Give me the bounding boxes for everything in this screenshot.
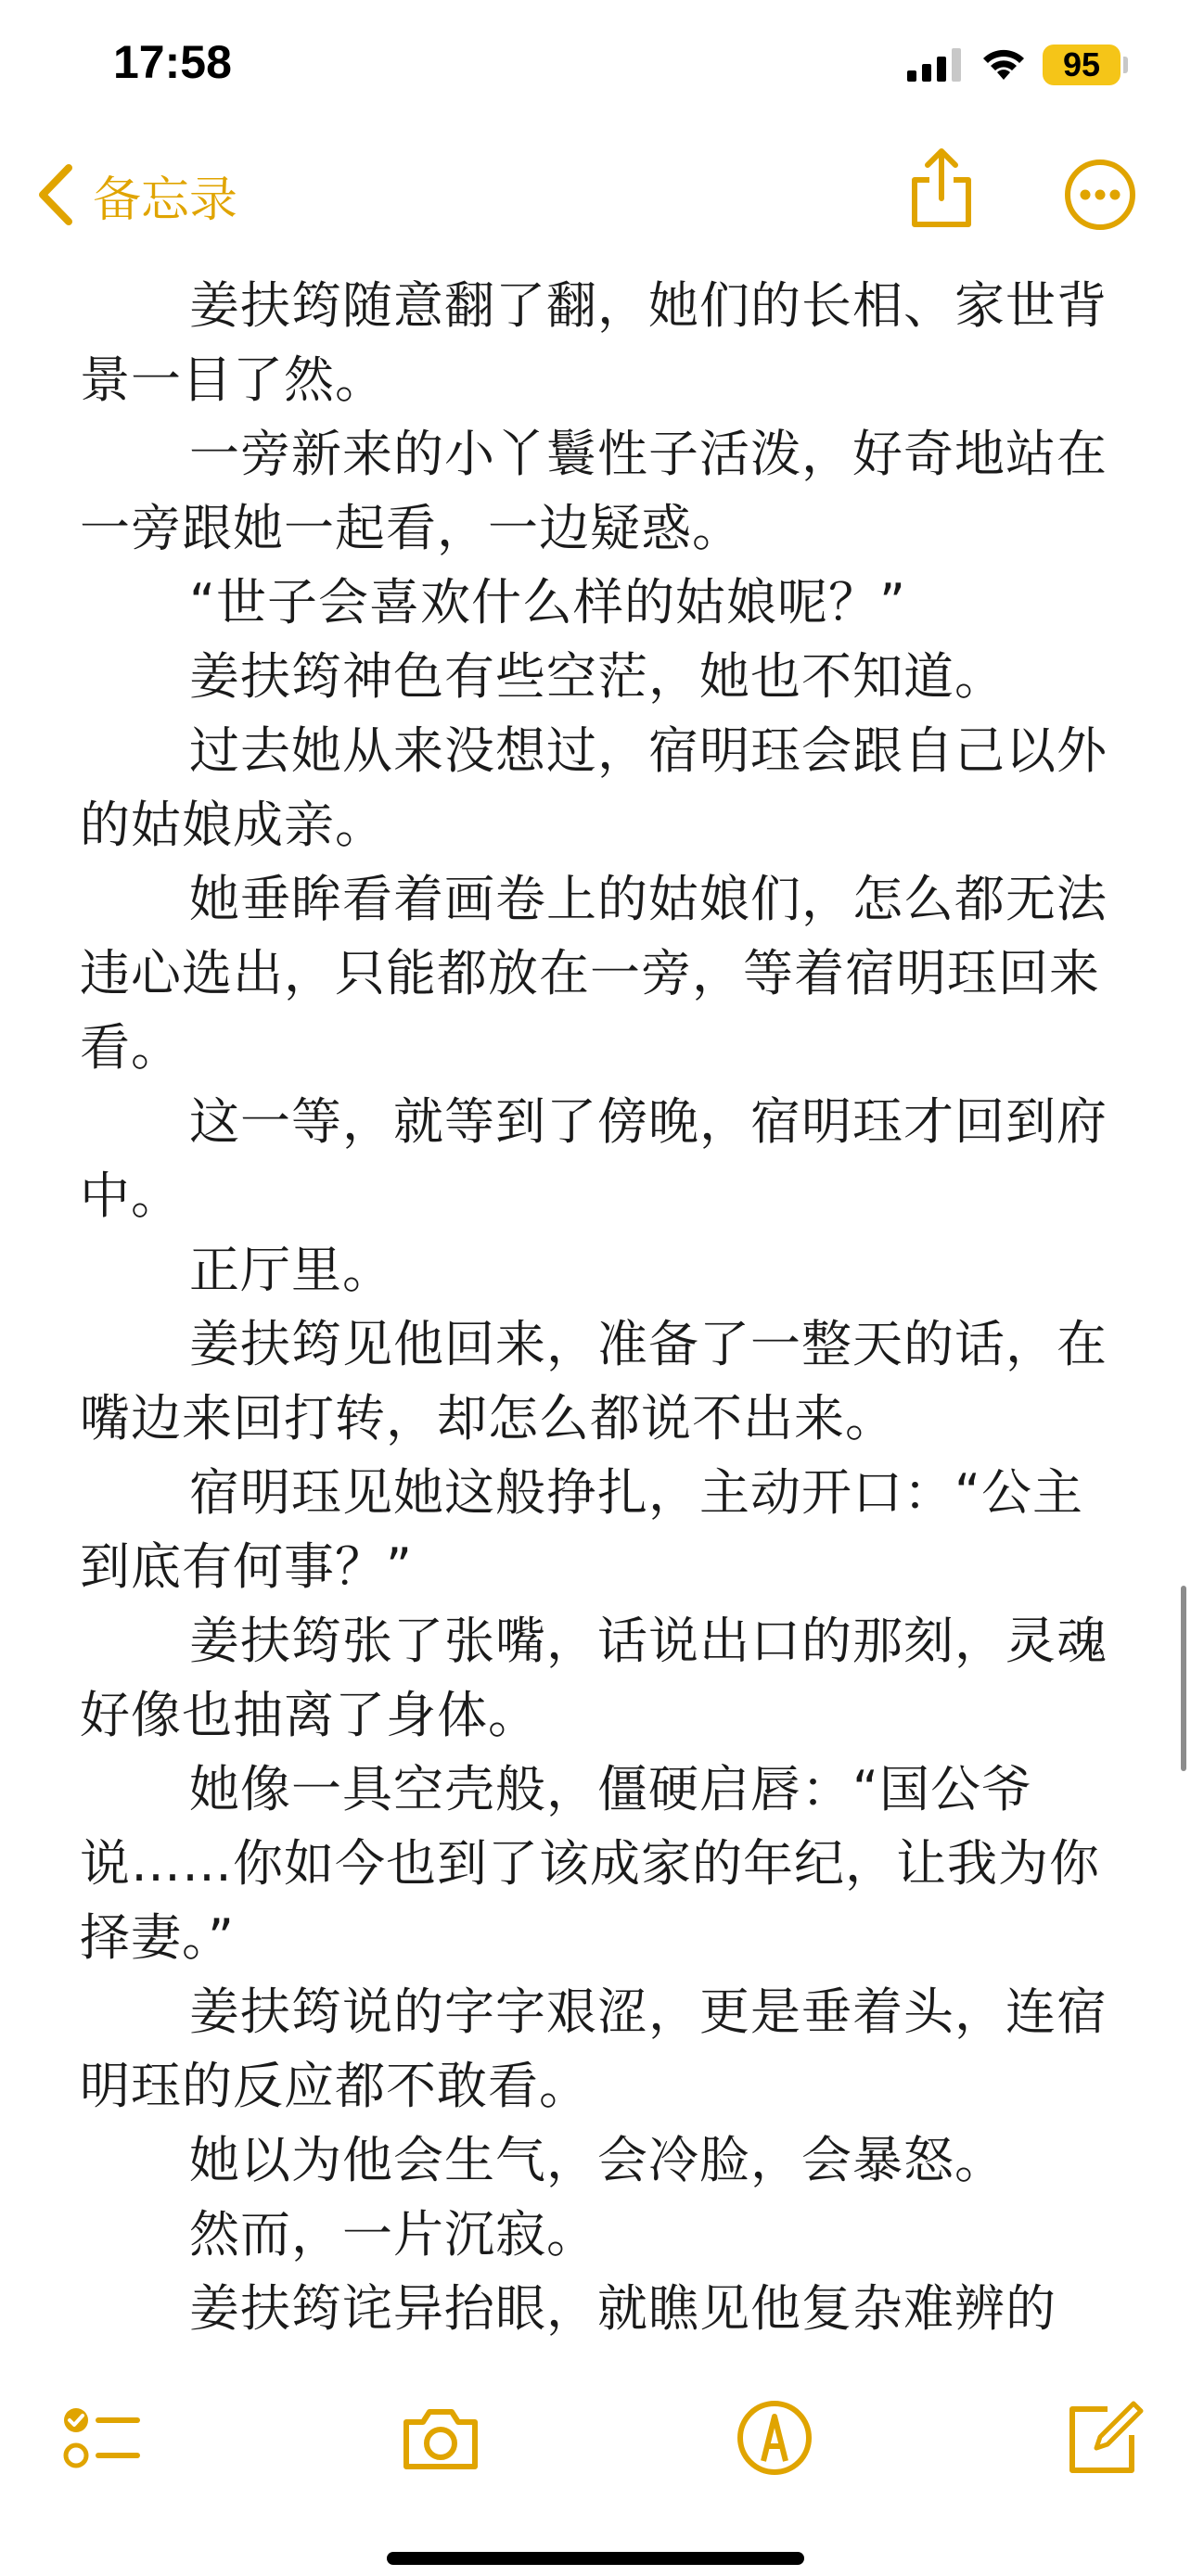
bottom-toolbar xyxy=(0,2355,1191,2576)
note-paragraph: 姜扶筠神色有些空茫，她也不知道。 xyxy=(189,647,1005,706)
battery-indicator: 95 xyxy=(1043,45,1121,85)
note-paragraph: 姜扶筠诧异抬眼，就瞧见他复杂难辨的 xyxy=(189,2279,1057,2338)
compose-button[interactable] xyxy=(1061,2396,1145,2480)
compose-icon xyxy=(1061,2396,1145,2480)
markup-pen-icon xyxy=(733,2396,816,2480)
checklist-icon xyxy=(59,2396,143,2480)
note-paragraph: 一旁新来的小丫鬟性子活泼，好奇地站在一旁跟她一起看，一边疑惑。 xyxy=(80,425,1108,557)
note-paragraph: 她像一具空壳般，僵硬启唇：“国公爷说……你如今也到了该成家的年纪，让我为你择妻。” xyxy=(80,1760,1100,1967)
markup-button[interactable] xyxy=(733,2396,816,2480)
share-icon[interactable] xyxy=(907,147,976,230)
note-paragraph: 她以为他会生气，会冷脸，会暴怒。 xyxy=(189,2131,1005,2189)
navigation-bar xyxy=(0,139,1191,250)
home-indicator[interactable] xyxy=(387,2552,804,2565)
note-paragraph: 姜扶筠说的字字艰涩，更是垂着头，连宿明珏的反应都不敢看。 xyxy=(80,1983,1108,2115)
camera-icon xyxy=(399,2396,482,2480)
note-paragraph: 姜扶筠随意翻了翻，她们的长相、家世背景一目了然。 xyxy=(80,276,1108,409)
note-paragraph: 姜扶筠见他回来，准备了一整天的话，在嘴边来回打转，却怎么都说不出来。 xyxy=(80,1315,1108,1447)
note-body[interactable] xyxy=(80,269,1119,2346)
status-time: 17:58 xyxy=(113,36,232,88)
note-paragraph: 宿明珏见她这般挣扎，主动开口：“公主到底有何事？” xyxy=(80,1463,1083,1596)
note-paragraph: “世子会喜欢什么样的姑娘呢？” xyxy=(189,573,906,631)
note-paragraph: 这一等，就等到了傍晚，宿明珏才回到府中。 xyxy=(80,1092,1108,1225)
note-paragraph: 过去她从来没想过，宿明珏会跟自己以外的姑娘成亲。 xyxy=(80,721,1108,854)
camera-button[interactable] xyxy=(399,2396,482,2480)
battery-cap xyxy=(1123,57,1128,73)
chevron-left-icon xyxy=(35,162,76,227)
note-paragraph: 正厅里。 xyxy=(189,1241,393,1299)
wifi-icon xyxy=(980,46,1028,82)
note-paragraph: 姜扶筠张了张嘴，话说出口的那刻，灵魂好像也抽离了身体。 xyxy=(80,1612,1108,1744)
back-button[interactable] xyxy=(35,158,237,232)
scroll-indicator[interactable] xyxy=(1181,1586,1186,1771)
note-paragraph: 她垂眸看着画卷上的姑娘们，怎么都无法违心选出，只能都放在一旁，等着宿明珏回来看。 xyxy=(80,870,1108,1077)
status-bar xyxy=(0,0,1191,139)
back-label: 备忘录 xyxy=(93,172,238,228)
more-options-icon[interactable] xyxy=(1063,158,1137,232)
note-paragraph: 然而，一片沉寂。 xyxy=(189,2205,597,2264)
cellular-signal-icon xyxy=(907,48,965,82)
checklist-button[interactable] xyxy=(59,2396,143,2480)
